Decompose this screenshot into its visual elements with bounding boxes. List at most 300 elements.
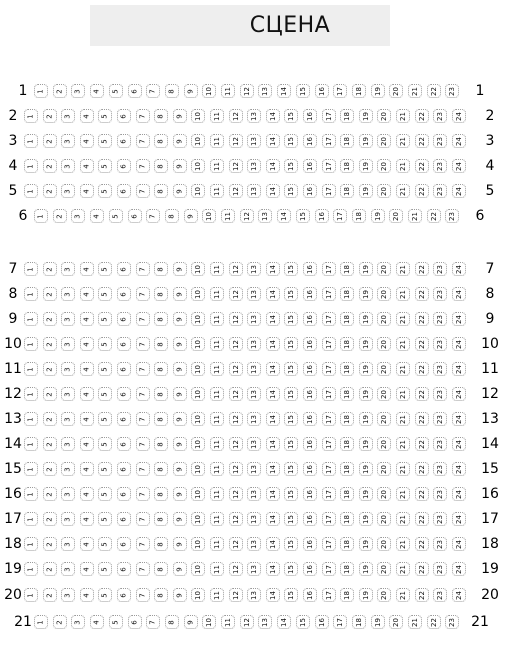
- seat[interactable]: [359, 588, 373, 602]
- seat[interactable]: [284, 337, 298, 351]
- seat[interactable]: [396, 588, 410, 602]
- seat[interactable]: [210, 512, 224, 526]
- seat[interactable]: [146, 209, 160, 223]
- seat[interactable]: [247, 312, 261, 326]
- seat[interactable]: [173, 387, 187, 401]
- seat[interactable]: [377, 109, 391, 123]
- seat[interactable]: [117, 462, 131, 476]
- seat[interactable]: [266, 362, 280, 376]
- seat[interactable]: [303, 412, 317, 426]
- seat[interactable]: [24, 437, 38, 451]
- seat[interactable]: [191, 462, 205, 476]
- seat[interactable]: [247, 537, 261, 551]
- seat[interactable]: [322, 588, 336, 602]
- seat[interactable]: [247, 362, 261, 376]
- seat[interactable]: [173, 362, 187, 376]
- seat[interactable]: [71, 209, 85, 223]
- seat[interactable]: [61, 387, 75, 401]
- seat[interactable]: [136, 437, 150, 451]
- seat[interactable]: [210, 437, 224, 451]
- seat[interactable]: [61, 537, 75, 551]
- seat[interactable]: [266, 487, 280, 501]
- seat[interactable]: [433, 312, 447, 326]
- seat[interactable]: [359, 287, 373, 301]
- seat[interactable]: [128, 209, 142, 223]
- seat[interactable]: [452, 262, 466, 276]
- seat[interactable]: [98, 337, 112, 351]
- seat[interactable]: [389, 84, 403, 98]
- seat[interactable]: [229, 512, 243, 526]
- seat[interactable]: [377, 537, 391, 551]
- seat[interactable]: [359, 159, 373, 173]
- seat[interactable]: [284, 134, 298, 148]
- seat[interactable]: [154, 387, 168, 401]
- seat[interactable]: [43, 312, 57, 326]
- seat[interactable]: [266, 287, 280, 301]
- seat[interactable]: [117, 287, 131, 301]
- seat[interactable]: [117, 362, 131, 376]
- seat[interactable]: [146, 84, 160, 98]
- seat[interactable]: [173, 134, 187, 148]
- seat[interactable]: [98, 262, 112, 276]
- seat[interactable]: [415, 184, 429, 198]
- seat[interactable]: [352, 615, 366, 629]
- seat[interactable]: [210, 462, 224, 476]
- seat[interactable]: [377, 387, 391, 401]
- seat[interactable]: [303, 537, 317, 551]
- seat[interactable]: [191, 487, 205, 501]
- seat[interactable]: [333, 209, 347, 223]
- seat[interactable]: [136, 312, 150, 326]
- seat[interactable]: [433, 412, 447, 426]
- seat[interactable]: [117, 412, 131, 426]
- seat[interactable]: [80, 184, 94, 198]
- seat[interactable]: [98, 312, 112, 326]
- seat[interactable]: [210, 159, 224, 173]
- seat[interactable]: [340, 437, 354, 451]
- seat[interactable]: [322, 184, 336, 198]
- seat[interactable]: [202, 209, 216, 223]
- seat[interactable]: [53, 84, 67, 98]
- seat[interactable]: [371, 615, 385, 629]
- seat[interactable]: [24, 262, 38, 276]
- seat[interactable]: [377, 184, 391, 198]
- seat[interactable]: [191, 312, 205, 326]
- seat[interactable]: [415, 412, 429, 426]
- seat[interactable]: [229, 134, 243, 148]
- seat[interactable]: [80, 588, 94, 602]
- seat[interactable]: [98, 537, 112, 551]
- seat[interactable]: [24, 512, 38, 526]
- seat[interactable]: [191, 287, 205, 301]
- seat[interactable]: [333, 84, 347, 98]
- seat[interactable]: [173, 437, 187, 451]
- seat[interactable]: [210, 562, 224, 576]
- seat[interactable]: [415, 287, 429, 301]
- seat[interactable]: [415, 487, 429, 501]
- seat[interactable]: [433, 487, 447, 501]
- seat[interactable]: [136, 159, 150, 173]
- seat[interactable]: [377, 487, 391, 501]
- seat[interactable]: [433, 287, 447, 301]
- seat[interactable]: [359, 312, 373, 326]
- seat[interactable]: [352, 209, 366, 223]
- seat[interactable]: [43, 159, 57, 173]
- seat[interactable]: [53, 209, 67, 223]
- seat[interactable]: [154, 537, 168, 551]
- seat[interactable]: [396, 337, 410, 351]
- seat[interactable]: [396, 562, 410, 576]
- seat[interactable]: [377, 462, 391, 476]
- seat[interactable]: [296, 615, 310, 629]
- seat[interactable]: [303, 109, 317, 123]
- seat[interactable]: [43, 588, 57, 602]
- seat[interactable]: [266, 562, 280, 576]
- seat[interactable]: [80, 159, 94, 173]
- seat[interactable]: [117, 312, 131, 326]
- seat[interactable]: [128, 84, 142, 98]
- seat[interactable]: [415, 437, 429, 451]
- seat[interactable]: [136, 109, 150, 123]
- seat[interactable]: [117, 437, 131, 451]
- seat[interactable]: [24, 412, 38, 426]
- seat[interactable]: [296, 209, 310, 223]
- seat[interactable]: [415, 562, 429, 576]
- seat[interactable]: [240, 84, 254, 98]
- seat[interactable]: [136, 387, 150, 401]
- seat[interactable]: [396, 312, 410, 326]
- seat[interactable]: [433, 262, 447, 276]
- seat[interactable]: [136, 462, 150, 476]
- seat[interactable]: [173, 109, 187, 123]
- seat[interactable]: [229, 287, 243, 301]
- seat[interactable]: [184, 84, 198, 98]
- seat[interactable]: [229, 262, 243, 276]
- seat[interactable]: [377, 437, 391, 451]
- seat[interactable]: [210, 362, 224, 376]
- seat[interactable]: [322, 134, 336, 148]
- seat[interactable]: [340, 387, 354, 401]
- seat[interactable]: [43, 337, 57, 351]
- seat[interactable]: [61, 588, 75, 602]
- seat[interactable]: [396, 109, 410, 123]
- seat[interactable]: [377, 588, 391, 602]
- seat[interactable]: [322, 159, 336, 173]
- seat[interactable]: [277, 209, 291, 223]
- seat[interactable]: [61, 159, 75, 173]
- seat[interactable]: [452, 562, 466, 576]
- seat[interactable]: [90, 84, 104, 98]
- seat[interactable]: [165, 84, 179, 98]
- seat[interactable]: [61, 412, 75, 426]
- seat[interactable]: [396, 462, 410, 476]
- seat[interactable]: [266, 134, 280, 148]
- seat[interactable]: [136, 487, 150, 501]
- seat[interactable]: [303, 362, 317, 376]
- seat[interactable]: [408, 84, 422, 98]
- seat[interactable]: [284, 362, 298, 376]
- seat[interactable]: [61, 512, 75, 526]
- seat[interactable]: [154, 159, 168, 173]
- seat[interactable]: [191, 159, 205, 173]
- seat[interactable]: [229, 588, 243, 602]
- seat[interactable]: [136, 184, 150, 198]
- seat[interactable]: [80, 537, 94, 551]
- seat[interactable]: [154, 337, 168, 351]
- seat[interactable]: [408, 615, 422, 629]
- seat[interactable]: [240, 209, 254, 223]
- seat[interactable]: [258, 615, 272, 629]
- seat[interactable]: [415, 134, 429, 148]
- seat[interactable]: [359, 184, 373, 198]
- seat[interactable]: [266, 262, 280, 276]
- seat[interactable]: [284, 562, 298, 576]
- seat[interactable]: [322, 512, 336, 526]
- seat[interactable]: [266, 412, 280, 426]
- seat[interactable]: [396, 362, 410, 376]
- seat[interactable]: [24, 462, 38, 476]
- seat[interactable]: [415, 387, 429, 401]
- seat[interactable]: [266, 437, 280, 451]
- seat[interactable]: [340, 287, 354, 301]
- seat[interactable]: [210, 134, 224, 148]
- seat[interactable]: [396, 287, 410, 301]
- seat[interactable]: [109, 209, 123, 223]
- seat[interactable]: [340, 512, 354, 526]
- seat[interactable]: [322, 412, 336, 426]
- seat[interactable]: [210, 537, 224, 551]
- seat[interactable]: [247, 287, 261, 301]
- seat[interactable]: [117, 262, 131, 276]
- seat[interactable]: [266, 462, 280, 476]
- seat[interactable]: [315, 615, 329, 629]
- seat[interactable]: [154, 362, 168, 376]
- seat[interactable]: [452, 184, 466, 198]
- seat[interactable]: [154, 109, 168, 123]
- seat[interactable]: [80, 512, 94, 526]
- seat[interactable]: [303, 512, 317, 526]
- seat[interactable]: [117, 159, 131, 173]
- seat[interactable]: [433, 362, 447, 376]
- seat[interactable]: [452, 159, 466, 173]
- seat[interactable]: [173, 462, 187, 476]
- seat[interactable]: [229, 562, 243, 576]
- seat[interactable]: [359, 109, 373, 123]
- seat[interactable]: [80, 437, 94, 451]
- seat[interactable]: [117, 512, 131, 526]
- seat[interactable]: [173, 537, 187, 551]
- seat[interactable]: [43, 387, 57, 401]
- seat[interactable]: [433, 462, 447, 476]
- seat[interactable]: [433, 184, 447, 198]
- seat[interactable]: [43, 287, 57, 301]
- seat[interactable]: [415, 262, 429, 276]
- seat[interactable]: [34, 84, 48, 98]
- seat[interactable]: [173, 487, 187, 501]
- seat[interactable]: [247, 588, 261, 602]
- seat[interactable]: [359, 262, 373, 276]
- seat[interactable]: [24, 159, 38, 173]
- seat[interactable]: [303, 159, 317, 173]
- seat[interactable]: [266, 312, 280, 326]
- seat[interactable]: [191, 337, 205, 351]
- seat[interactable]: [445, 615, 459, 629]
- seat[interactable]: [24, 588, 38, 602]
- seat[interactable]: [303, 487, 317, 501]
- seat[interactable]: [43, 412, 57, 426]
- seat[interactable]: [229, 109, 243, 123]
- seat[interactable]: [340, 362, 354, 376]
- seat[interactable]: [359, 512, 373, 526]
- seat[interactable]: [415, 462, 429, 476]
- seat[interactable]: [24, 537, 38, 551]
- seat[interactable]: [340, 562, 354, 576]
- seat[interactable]: [210, 312, 224, 326]
- seat[interactable]: [191, 362, 205, 376]
- seat[interactable]: [340, 462, 354, 476]
- seat[interactable]: [266, 159, 280, 173]
- seat[interactable]: [229, 412, 243, 426]
- seat[interactable]: [154, 462, 168, 476]
- seat[interactable]: [117, 537, 131, 551]
- seat[interactable]: [24, 362, 38, 376]
- seat[interactable]: [415, 337, 429, 351]
- seat[interactable]: [371, 209, 385, 223]
- seat[interactable]: [136, 512, 150, 526]
- seat[interactable]: [427, 209, 441, 223]
- seat[interactable]: [247, 412, 261, 426]
- seat[interactable]: [284, 462, 298, 476]
- seat[interactable]: [284, 437, 298, 451]
- seat[interactable]: [136, 562, 150, 576]
- seat[interactable]: [452, 312, 466, 326]
- seat[interactable]: [322, 287, 336, 301]
- seat[interactable]: [359, 562, 373, 576]
- seat[interactable]: [191, 109, 205, 123]
- seat[interactable]: [98, 362, 112, 376]
- seat[interactable]: [266, 588, 280, 602]
- seat[interactable]: [24, 312, 38, 326]
- seat[interactable]: [303, 562, 317, 576]
- seat[interactable]: [445, 84, 459, 98]
- seat[interactable]: [210, 109, 224, 123]
- seat[interactable]: [136, 588, 150, 602]
- seat[interactable]: [229, 362, 243, 376]
- seat[interactable]: [191, 437, 205, 451]
- seat[interactable]: [396, 487, 410, 501]
- seat[interactable]: [61, 134, 75, 148]
- seat[interactable]: [303, 287, 317, 301]
- seat[interactable]: [117, 588, 131, 602]
- seat[interactable]: [415, 512, 429, 526]
- seat[interactable]: [229, 437, 243, 451]
- seat[interactable]: [258, 209, 272, 223]
- seat[interactable]: [80, 462, 94, 476]
- seat[interactable]: [452, 588, 466, 602]
- seat[interactable]: [340, 487, 354, 501]
- seat[interactable]: [61, 362, 75, 376]
- seat[interactable]: [24, 337, 38, 351]
- seat[interactable]: [427, 84, 441, 98]
- seat[interactable]: [445, 209, 459, 223]
- seat[interactable]: [80, 387, 94, 401]
- seat[interactable]: [433, 512, 447, 526]
- seat[interactable]: [80, 262, 94, 276]
- seat[interactable]: [452, 437, 466, 451]
- seat[interactable]: [389, 209, 403, 223]
- seat[interactable]: [303, 262, 317, 276]
- seat[interactable]: [322, 312, 336, 326]
- seat[interactable]: [433, 387, 447, 401]
- seat[interactable]: [377, 262, 391, 276]
- seat[interactable]: [165, 615, 179, 629]
- seat[interactable]: [359, 412, 373, 426]
- seat[interactable]: [284, 412, 298, 426]
- seat[interactable]: [433, 588, 447, 602]
- seat[interactable]: [80, 362, 94, 376]
- seat[interactable]: [43, 262, 57, 276]
- seat[interactable]: [43, 487, 57, 501]
- seat[interactable]: [71, 84, 85, 98]
- seat[interactable]: [154, 437, 168, 451]
- seat[interactable]: [61, 487, 75, 501]
- seat[interactable]: [377, 287, 391, 301]
- seat[interactable]: [266, 337, 280, 351]
- seat[interactable]: [322, 437, 336, 451]
- seat[interactable]: [136, 287, 150, 301]
- seat[interactable]: [415, 312, 429, 326]
- seat[interactable]: [322, 462, 336, 476]
- seat[interactable]: [202, 615, 216, 629]
- seat[interactable]: [377, 412, 391, 426]
- seat[interactable]: [415, 159, 429, 173]
- seat[interactable]: [53, 615, 67, 629]
- seat[interactable]: [284, 262, 298, 276]
- seat[interactable]: [128, 615, 142, 629]
- seat[interactable]: [173, 184, 187, 198]
- seat[interactable]: [173, 412, 187, 426]
- seat[interactable]: [266, 109, 280, 123]
- seat[interactable]: [24, 134, 38, 148]
- seat[interactable]: [61, 462, 75, 476]
- seat[interactable]: [24, 487, 38, 501]
- seat[interactable]: [303, 134, 317, 148]
- seat[interactable]: [165, 209, 179, 223]
- seat[interactable]: [221, 84, 235, 98]
- seat[interactable]: [452, 387, 466, 401]
- seat[interactable]: [80, 287, 94, 301]
- seat[interactable]: [229, 537, 243, 551]
- seat[interactable]: [377, 159, 391, 173]
- seat[interactable]: [136, 337, 150, 351]
- seat[interactable]: [154, 412, 168, 426]
- seat[interactable]: [98, 159, 112, 173]
- seat[interactable]: [359, 537, 373, 551]
- seat[interactable]: [315, 209, 329, 223]
- seat[interactable]: [396, 262, 410, 276]
- seat[interactable]: [315, 84, 329, 98]
- seat[interactable]: [43, 437, 57, 451]
- seat[interactable]: [396, 134, 410, 148]
- seat[interactable]: [117, 387, 131, 401]
- seat[interactable]: [98, 134, 112, 148]
- seat[interactable]: [24, 184, 38, 198]
- seat[interactable]: [98, 487, 112, 501]
- seat[interactable]: [415, 537, 429, 551]
- seat[interactable]: [277, 84, 291, 98]
- seat[interactable]: [433, 437, 447, 451]
- seat[interactable]: [452, 412, 466, 426]
